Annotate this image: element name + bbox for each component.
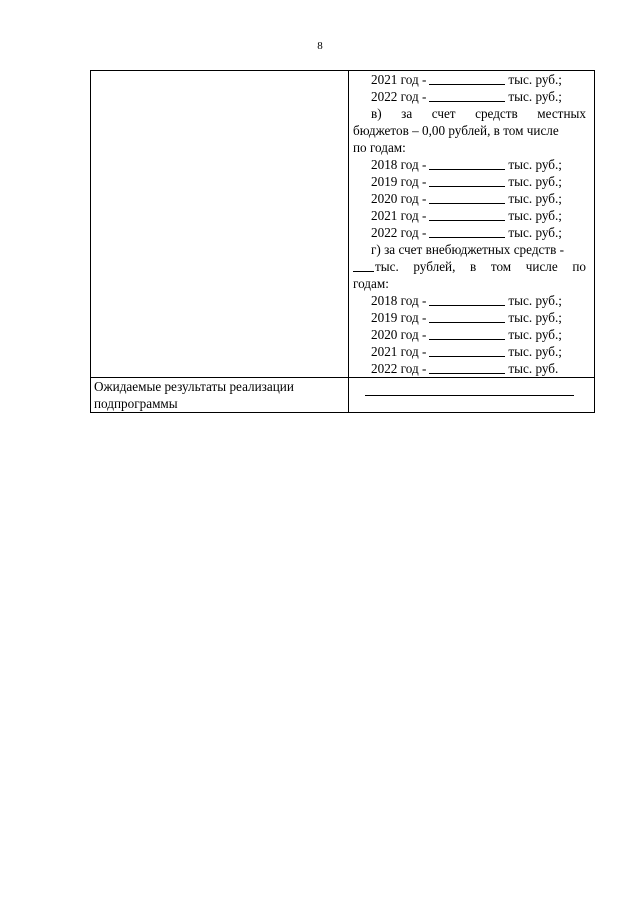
local-budget-heading [353,105,586,122]
amount-blank [429,192,505,204]
unit-label: тыс. руб.; [508,208,562,223]
year-line [353,88,586,105]
amount-blank [429,73,505,85]
unit-label: тыс. руб.; [508,157,562,172]
results-value-cell [349,378,595,413]
year-label: 2022 год - [371,225,427,240]
extra-budget-amount [353,258,399,275]
amount-blank [429,311,505,323]
amount-blank [429,294,505,306]
year-label: 2022 год - [371,89,427,104]
heading-word: в) [371,106,382,121]
year-label: 2018 год - [371,293,427,308]
text-word: по [572,259,586,274]
amount-blank [429,175,505,187]
year-line [353,360,586,377]
text-word: в [470,259,477,274]
unit-label: тыс. руб.; [508,225,562,240]
amount-blank [429,226,505,238]
year-line [353,309,586,326]
text-word: числе [525,259,558,274]
local-budget-text: по годам: [353,140,406,155]
year-line [353,190,586,207]
year-label: 2019 год - [371,310,427,325]
year-label: 2020 год - [371,191,427,206]
year-label: 2022 год - [371,361,427,376]
year-label: 2021 год - [371,344,427,359]
unit-label: тыс. руб.; [508,191,562,206]
unit-label: тыс. руб.; [508,89,562,104]
heading-word: местных [537,106,586,121]
unit-label: тыс. руб.; [508,344,562,359]
results-label: Ожидаемые результаты реализации подпрограммы [94,379,294,411]
amount-blank [429,362,505,374]
text-word: тыс. [375,259,399,274]
year-line [353,292,586,309]
extra-budget-heading: г) за счет внебюджетных средств - [371,242,565,257]
heading-word: счет [431,106,456,121]
heading-word: за [401,106,413,121]
year-line [353,71,586,88]
year-label: 2021 год - [371,72,427,87]
funding-value-cell [349,71,595,378]
unit-label: тыс. руб.; [508,327,562,342]
unit-label: тыс. руб.; [508,293,562,308]
results-blank-line [365,395,574,396]
unit-label: тыс. руб. [508,361,559,376]
amount-blank [429,345,505,357]
results-label-cell [91,378,349,413]
year-line [353,343,586,360]
year-line [353,224,586,241]
text-word: том [490,259,512,274]
text-word: рублей, [413,259,456,274]
funding-row [91,71,595,378]
amount-blank [429,158,505,170]
year-line [353,207,586,224]
local-budget-text: бюджетов – 0,00 рублей, в том числе [353,123,559,138]
year-line [353,326,586,343]
funding-label-cell [91,71,349,378]
amount-blank [429,209,505,221]
extra-budget-text: годам: [353,276,389,291]
unit-label: тыс. руб.; [508,174,562,189]
extra-budget-text [353,258,586,275]
subprogram-passport-table [90,70,595,413]
year-label: 2018 год - [371,157,427,172]
unit-label: тыс. руб.; [508,310,562,325]
page-number: 8 [317,40,323,52]
heading-word: средств [475,106,518,121]
year-label: 2019 год - [371,174,427,189]
unit-label: тыс. руб.; [508,72,562,87]
amount-blank [429,328,505,340]
year-label: 2021 год - [371,208,427,223]
amount-blank [353,260,374,272]
results-row [91,378,595,413]
amount-blank [429,90,505,102]
year-label: 2020 год - [371,327,427,342]
year-line [353,173,586,190]
year-line [353,156,586,173]
